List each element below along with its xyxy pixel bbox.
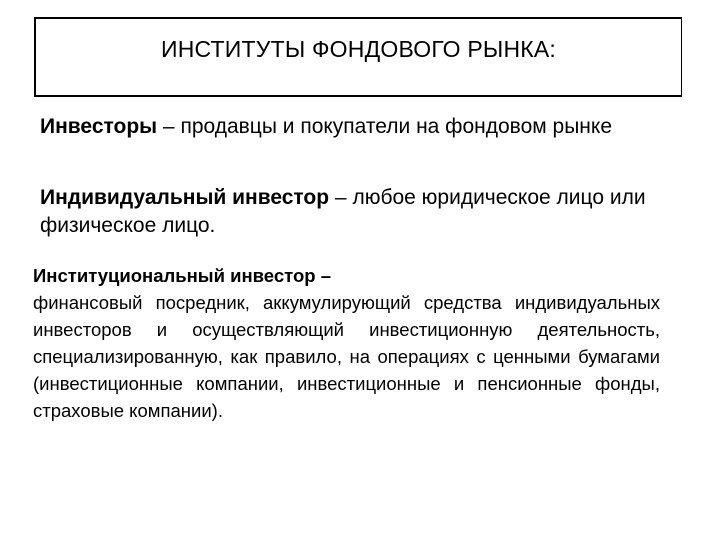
investors-definition: – продавцы и покупатели на фондовом рынке (157, 115, 613, 138)
investors-term: Инвесторы (40, 115, 158, 138)
investors-paragraph (40, 113, 660, 141)
institutional-investor-definition: финансовый посредник, аккумулирующий средства индивидуальных инвесторов и осуществляющий инвестиционную деятельность, специализированную, как правило, на операциях с ценными бумагами (инвестиционные компании, инвестиционные и пенсионные фонды, страховые компании). (33, 292, 660, 421)
individual-investor-definition: – любое юридическое лицо или физическое лицо. (40, 186, 646, 237)
individual-investor-paragraph (40, 184, 660, 240)
page-title: ИНСТИТУТЫ ФОНДОВОГО РЫНКА: (160, 36, 557, 62)
title-box (34, 17, 682, 97)
institutional-investor-paragraph (33, 262, 660, 424)
individual-investor-term: Индивидуальный инвестор (40, 186, 330, 209)
institutional-investor-term: Институциональный инвестор – (33, 265, 331, 286)
